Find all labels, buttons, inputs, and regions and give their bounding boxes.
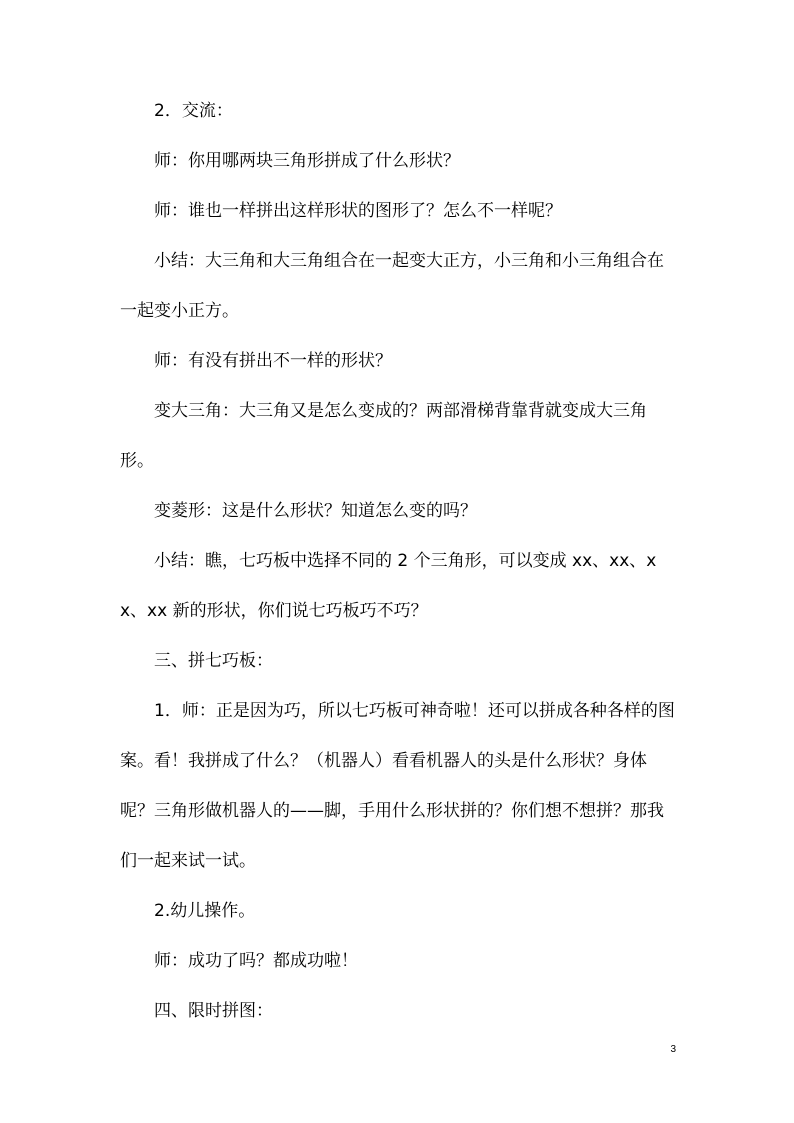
paragraph: 三、拼七巧板： [154,651,273,671]
paragraph: 师：成功了吗？都成功啦！ [154,951,358,971]
document-body [120,86,680,1036]
paragraph: 2.幼儿操作。 [154,901,256,921]
paragraph: 师：你用哪两块三角形拼成了什么形状？ [154,151,460,171]
paragraph: 四、限时拼图： [154,1001,273,1021]
paragraph: 小结：大三角和大三角组合在一起变大正方，小三角和小三角组合在一起变小正方。 [120,251,664,321]
paragraph: 2．交流： [154,101,233,121]
paragraph: 小结：瞧，七巧板中选择不同的 2 个三角形，可以变成 xx、xx、xx、xx 新的形状，你们说七巧板巧不巧？ [120,551,657,621]
paragraph: 师：有没有拼出不一样的形状？ [154,351,392,371]
paragraph: 变大三角：大三角又是怎么变成的？两部滑梯背靠背就变成大三角形。 [120,401,647,471]
paragraph: 师：谁也一样拼出这样形状的图形了？怎么不一样呢？ [154,201,562,221]
paragraph: 1．师：正是因为巧，所以七巧板可神奇啦！还可以拼成各种各样的图案。看！我拼成了什么？（机器人）看看机器人的头是什么形状？身体呢？三角形做机器人的——脚，手用什么形状拼的？你们想不想拼？那我们一起来试一试。 [120,701,675,871]
paragraph: 变菱形：这是什么形状？知道怎么变的吗？ [154,501,477,521]
page-number: 3 [670,1044,676,1055]
